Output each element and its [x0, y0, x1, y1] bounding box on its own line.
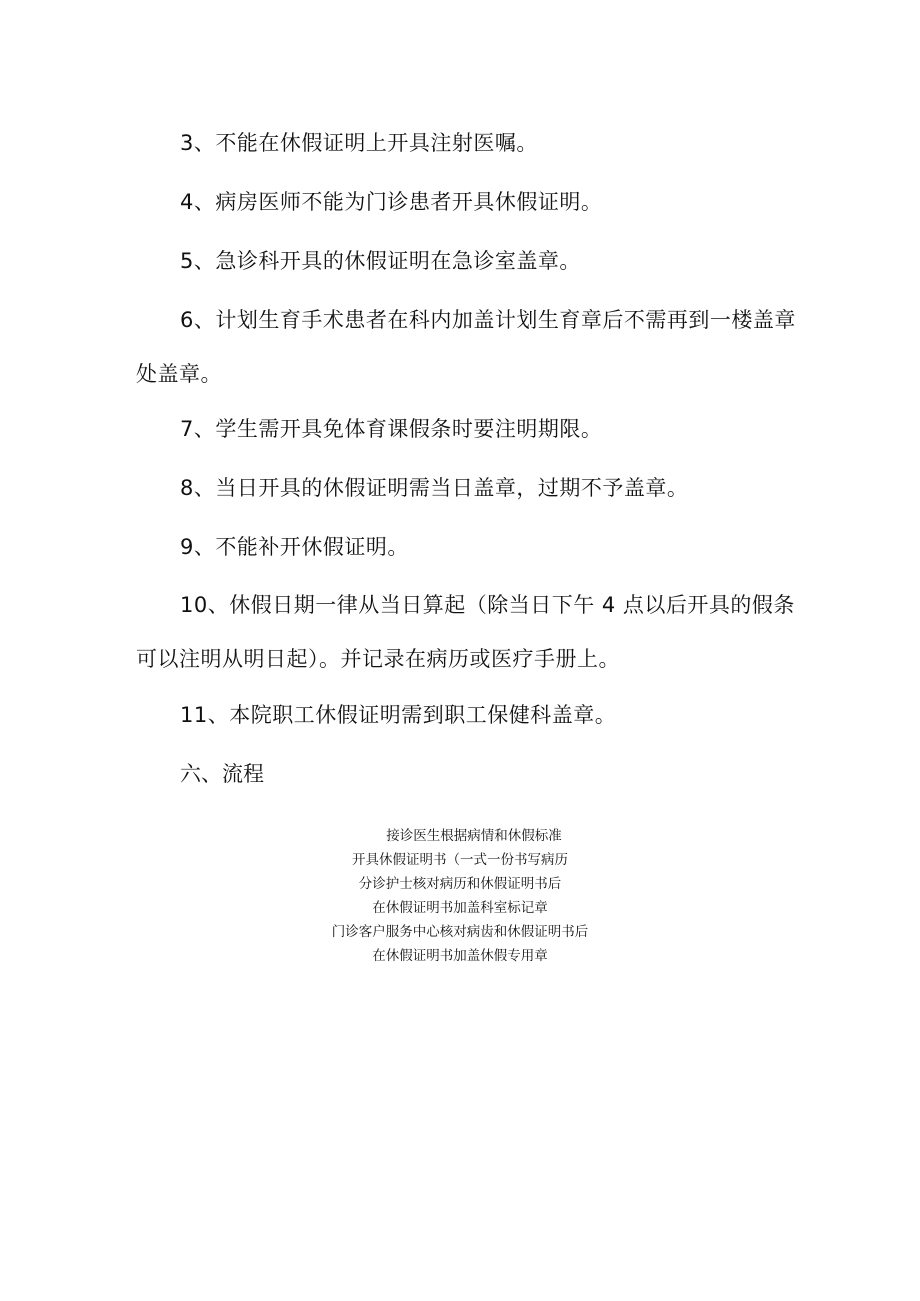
section-heading-process: 六、流程 [180, 762, 264, 786]
flow-line-6: 在休假证明书加盖休假专用章 [372, 948, 548, 964]
rule-item-3: 3、不能在休假证明上开具注射医嘱。 [180, 131, 538, 155]
rule-item-11: 11、本院职工休假证明需到职工保健科盖章。 [180, 703, 617, 727]
process-flow [0, 824, 920, 968]
rule-item-5: 5、急诊科开具的休假证明在急诊室盖章。 [180, 249, 581, 273]
rule-item-9: 9、不能补开休假证明。 [180, 535, 409, 559]
flow-line-1: 接诊医生根据病情和休假标准 [386, 828, 562, 844]
flow-line-2: 开具休假证明书（一式一份书写病历 [352, 852, 568, 868]
rule-item-6: 6、计划生育手术患者在科内加盖计划生育章后不需再到一楼盖章处盖章。 [136, 308, 796, 386]
flow-line-3: 分诊护士核对病历和休假证明书后 [358, 876, 562, 892]
rule-item-7: 7、学生需开具免体育课假条时要注明期限。 [180, 417, 603, 441]
rule-item-8: 8、当日开具的休假证明需当日盖章，过期不予盖章。 [180, 476, 689, 500]
flow-line-4: 在休假证明书加盖科室标记章 [372, 900, 548, 916]
rule-item-4: 4、病房医师不能为门诊患者开具休假证明。 [180, 190, 603, 214]
flow-line-5: 门诊客户服务中心核对病齿和休假证明书后 [331, 924, 589, 940]
rule-item-10: 10、休假日期一律从当日算起（除当日下午 4 点以后开具的假条可以注明从明日起）。并记录在病历或医疗手册上。 [136, 593, 795, 671]
